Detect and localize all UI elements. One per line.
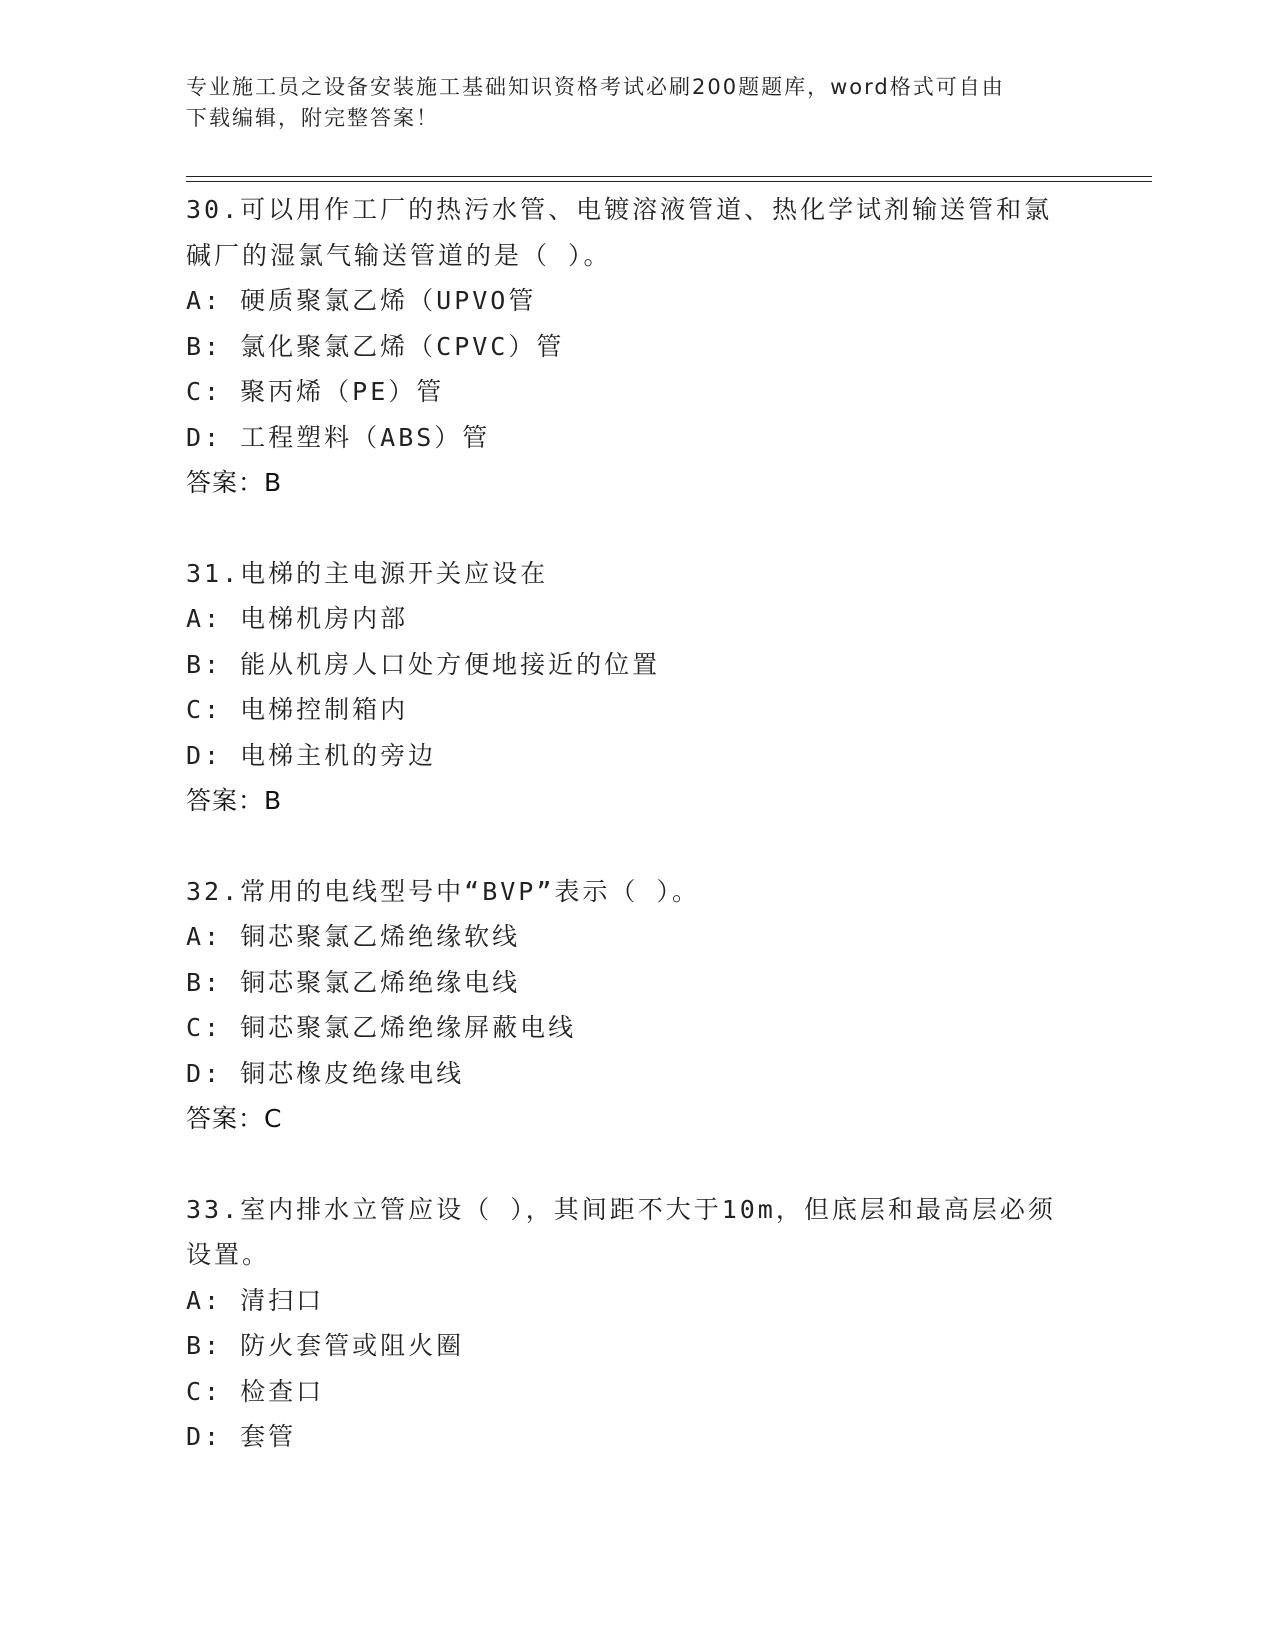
question-32: [186, 869, 1086, 1142]
option-b: B: 氯化聚氯乙烯（CPVC）管: [186, 331, 565, 361]
document-header: [186, 72, 1066, 134]
option-b: B: 铜芯聚氯乙烯绝缘电线: [186, 967, 521, 997]
option-b: B: 能从机房人口处方便地接近的位置: [186, 649, 661, 679]
option-c: C: 铜芯聚氯乙烯绝缘屏蔽电线: [186, 1013, 577, 1042]
option-a: A: 铜芯聚氯乙烯绝缘软线: [186, 922, 521, 951]
option-a: A: 硬质聚氯乙烯（UPVO管: [186, 286, 537, 315]
option-a: A: 清扫口: [186, 1285, 325, 1315]
question-stem-continued: 碱厂的湿氯气输送管道的是（ ）。: [186, 240, 612, 270]
question-30: [186, 187, 1086, 506]
option-d: D: 工程塑料（ABS）管: [186, 422, 491, 452]
header-divider-top: [186, 176, 1152, 177]
question-stem-continued: 设置。: [186, 1240, 271, 1269]
option-c: C: 检查口: [186, 1376, 325, 1406]
header-line-1: 专业施工员之设备安装施工基础知识资格考试必刷200题题库，word格式可自由: [186, 75, 1005, 99]
answer-label: 答案：B: [186, 468, 283, 497]
option-c: C: 电梯控制箱内: [186, 695, 409, 724]
question-33: [186, 1187, 1086, 1460]
answer-label: 答案：C: [186, 1104, 283, 1133]
header-line-2: 下载编辑，附完整答案！: [186, 106, 439, 130]
question-stem: 31.电梯的主电源开关应设在: [186, 558, 549, 588]
answer-label: 答案：B: [186, 786, 283, 815]
option-d: D: 铜芯橡皮绝缘电线: [186, 1058, 465, 1088]
question-stem: 33.室内排水立管应设（ ），其间距不大于10m，但底层和最高层必须: [186, 1194, 1056, 1224]
option-a: A: 电梯机房内部: [186, 604, 409, 633]
option-b: B: 防火套管或阻火圈: [186, 1331, 465, 1360]
option-d: D: 套管: [186, 1422, 297, 1451]
option-c: C: 聚丙烯（PE）管: [186, 377, 445, 406]
option-d: D: 电梯主机的旁边: [186, 740, 437, 770]
question-31: [186, 551, 1086, 824]
question-stem: 30.可以用作工厂的热污水管、电镀溶液管道、热化学试剂输送管和氯: [186, 195, 1053, 224]
question-stem: 32.常用的电线型号中“BVP”表示（ ）。: [186, 876, 700, 906]
header-divider-bottom: [186, 181, 1152, 182]
question-list: [186, 187, 1086, 1505]
